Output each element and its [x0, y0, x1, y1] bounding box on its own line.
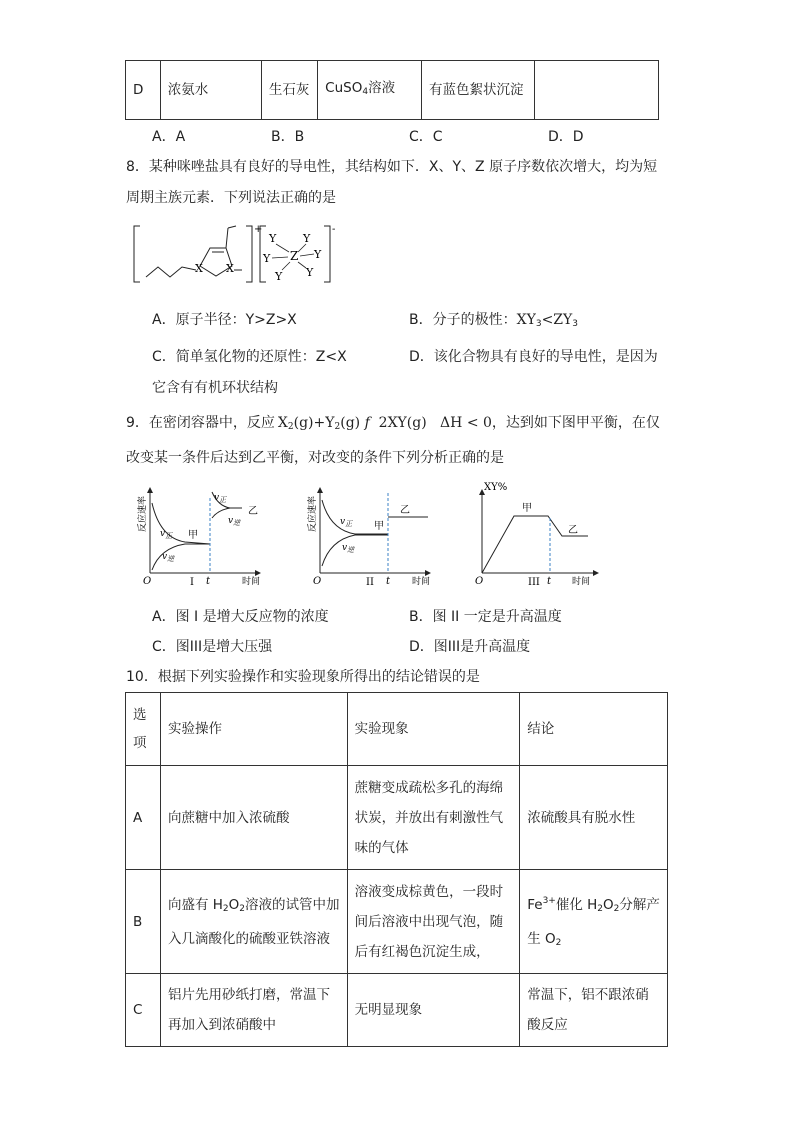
atom-y3: Y — [263, 252, 271, 265]
graph2-jia: 甲 — [374, 521, 384, 532]
atom-x-left: X — [195, 262, 203, 275]
graph1-yaxis: 反应速率 — [138, 495, 148, 532]
graph3-xaxis: 时间 — [572, 577, 591, 586]
q7-table-row-d — [125, 60, 659, 120]
anion-charge: - — [332, 224, 336, 235]
graph1-yi: 乙 — [248, 506, 258, 517]
atom-z: Z — [290, 249, 299, 263]
q9-option-c: C．图III是增大压强 — [152, 639, 273, 655]
q7-option-b: B．B — [271, 129, 305, 145]
graph1-xaxis: 时间 — [242, 577, 261, 586]
cation-charge: + — [254, 224, 263, 235]
graph-3 — [470, 478, 610, 586]
q10-row-b-conclusion: $Fe^{3+}$催化 $H_2O_2$分解产生 $O_2$ — [520, 870, 668, 974]
q9-option-b: B．图 II 一定是升高温度 — [409, 609, 562, 625]
q7-option-d: D．D — [548, 129, 584, 145]
row-d-reagent2: 生石灰 — [261, 61, 317, 120]
graph3-yi: 乙 — [568, 525, 578, 536]
q10-header-operation: 实验操作 — [160, 693, 347, 766]
q7-option-c: C．C — [409, 129, 443, 145]
atom-y6: Y — [306, 266, 314, 279]
graph3-yaxis: XY% — [484, 482, 508, 493]
row-d-reagent3: CuSO$_4$溶液 — [318, 61, 422, 120]
q10-row-a-operation: 向蔗糖中加入浓硫酸 — [160, 766, 347, 870]
q9-option-a: A．图 I 是增大反应物的浓度 — [152, 609, 329, 625]
graph2-yi: 乙 — [400, 505, 410, 516]
graph2-v-forward: $v_正$ — [340, 517, 353, 528]
q8-option-c: C．简单氢化物的还原性：Z<X — [152, 349, 347, 365]
q10-row-b — [126, 870, 668, 974]
graph1-jia: 甲 — [188, 530, 198, 541]
atom-y2: Y — [303, 232, 311, 245]
q8-option-b: B．分子的极性：$XY_3<ZY_3$ — [409, 312, 578, 329]
row-d-label: D — [126, 61, 161, 120]
graph2-origin: O — [313, 576, 322, 586]
graph2-label: II — [366, 577, 374, 586]
q10-header-option: 选项 — [126, 693, 161, 766]
graph2-t: t — [386, 576, 391, 586]
atom-y4: Y — [314, 248, 322, 261]
q8-option-d-line1: D．该化合物具有良好的导电性，是因为 — [409, 349, 658, 365]
graph2-xaxis: 时间 — [412, 577, 431, 586]
row-d-empty — [534, 61, 658, 120]
q10-row-b-operation: 向盛有 $H_2O_2$溶液的试管中加入几滴酸化的硫酸亚铁溶液 — [160, 870, 347, 974]
graph1-v-reverse-after: $v_逆$ — [228, 516, 241, 527]
q10-row-a-conclusion: 浓硫酸具有脱水性 — [520, 766, 668, 870]
graph3-jia: 甲 — [522, 503, 532, 514]
q10-row-b-phenomenon: 溶液变成棕黄色，一段时间后溶液中出现气泡，随后有红褐色沉淀生成， — [347, 870, 520, 974]
q9-stem-line2: 改变某一条件后达到乙平衡，对改变的条件下列分析正确的是 — [126, 450, 504, 466]
graph2-yaxis: 反应速率 — [308, 495, 318, 532]
q8-option-d-line2: 它含有有机环状结构 — [152, 380, 278, 396]
atom-x-right: X — [226, 262, 234, 275]
graph1-label: I — [190, 577, 194, 586]
q10-row-a-phenomenon: 蔗糖变成疏松多孔的海绵状炭，并放出有刺激性气味的气体 — [347, 766, 520, 870]
q10-row-c-operation: 铝片先用砂纸打磨，常温下再加入到浓硝酸中 — [160, 974, 347, 1047]
row-d-reagent1: 浓氨水 — [160, 61, 261, 120]
graph3-t: t — [547, 576, 552, 586]
row-d-phenomenon: 有蓝色絮状沉淀 — [421, 61, 534, 120]
q9-stem-line1: 9．在密闭容器中，反应 $X_2(g)+Y_2(g)$ f 2XY(g) ΔH < 0，达到如下图甲平衡，在仅 — [126, 415, 660, 432]
q10-stem: 10．根据下列实验操作和实验现象所得出的结论错误的是 — [126, 669, 480, 685]
q10-row-c-conclusion: 常温下，铝不跟浓硝酸反应 — [520, 974, 668, 1047]
graph-2 — [300, 478, 440, 586]
graph1-v-forward: $v_正$ — [160, 529, 173, 540]
q7-option-a: A．A — [152, 129, 186, 145]
q10-row-a-option: A — [126, 766, 161, 870]
q10-header-phenomenon: 实验现象 — [347, 693, 520, 766]
graph1-v-forward-after: $v_正$ — [214, 493, 227, 504]
q10-row-c-phenomenon: 无明显现象 — [347, 974, 520, 1047]
graph3-origin: O — [475, 576, 484, 586]
q8-option-a: A．原子半径：Y>Z>X — [152, 312, 297, 328]
q8-stem-line2: 周期主族元素．下列说法正确的是 — [126, 190, 336, 206]
q10-header-conclusion: 结论 — [520, 693, 668, 766]
q10-row-b-option: B — [126, 870, 161, 974]
q8-stem-line1: 8．某种咪唑盐具有良好的导电性，其结构如下．X、Y、Z 原子序数依次增大，均为短 — [126, 159, 658, 175]
graph-1 — [130, 478, 270, 586]
graph1-origin: O — [143, 576, 152, 586]
q10-header-row — [126, 693, 668, 766]
q10-table — [125, 692, 668, 1047]
q9-option-d: D．图III是升高温度 — [409, 639, 531, 655]
graph1-v-reverse: $v_逆$ — [162, 552, 175, 563]
atom-y1: Y — [269, 232, 277, 245]
q10-row-a — [126, 766, 668, 870]
graph1-t: t — [206, 576, 211, 586]
graph3-label: III — [528, 577, 540, 586]
imidazolium-structure — [128, 222, 348, 288]
q10-row-c-option: C — [126, 974, 161, 1047]
q10-row-c — [126, 974, 668, 1047]
graph2-v-reverse: $v_逆$ — [342, 543, 355, 554]
atom-y5: Y — [275, 270, 283, 283]
